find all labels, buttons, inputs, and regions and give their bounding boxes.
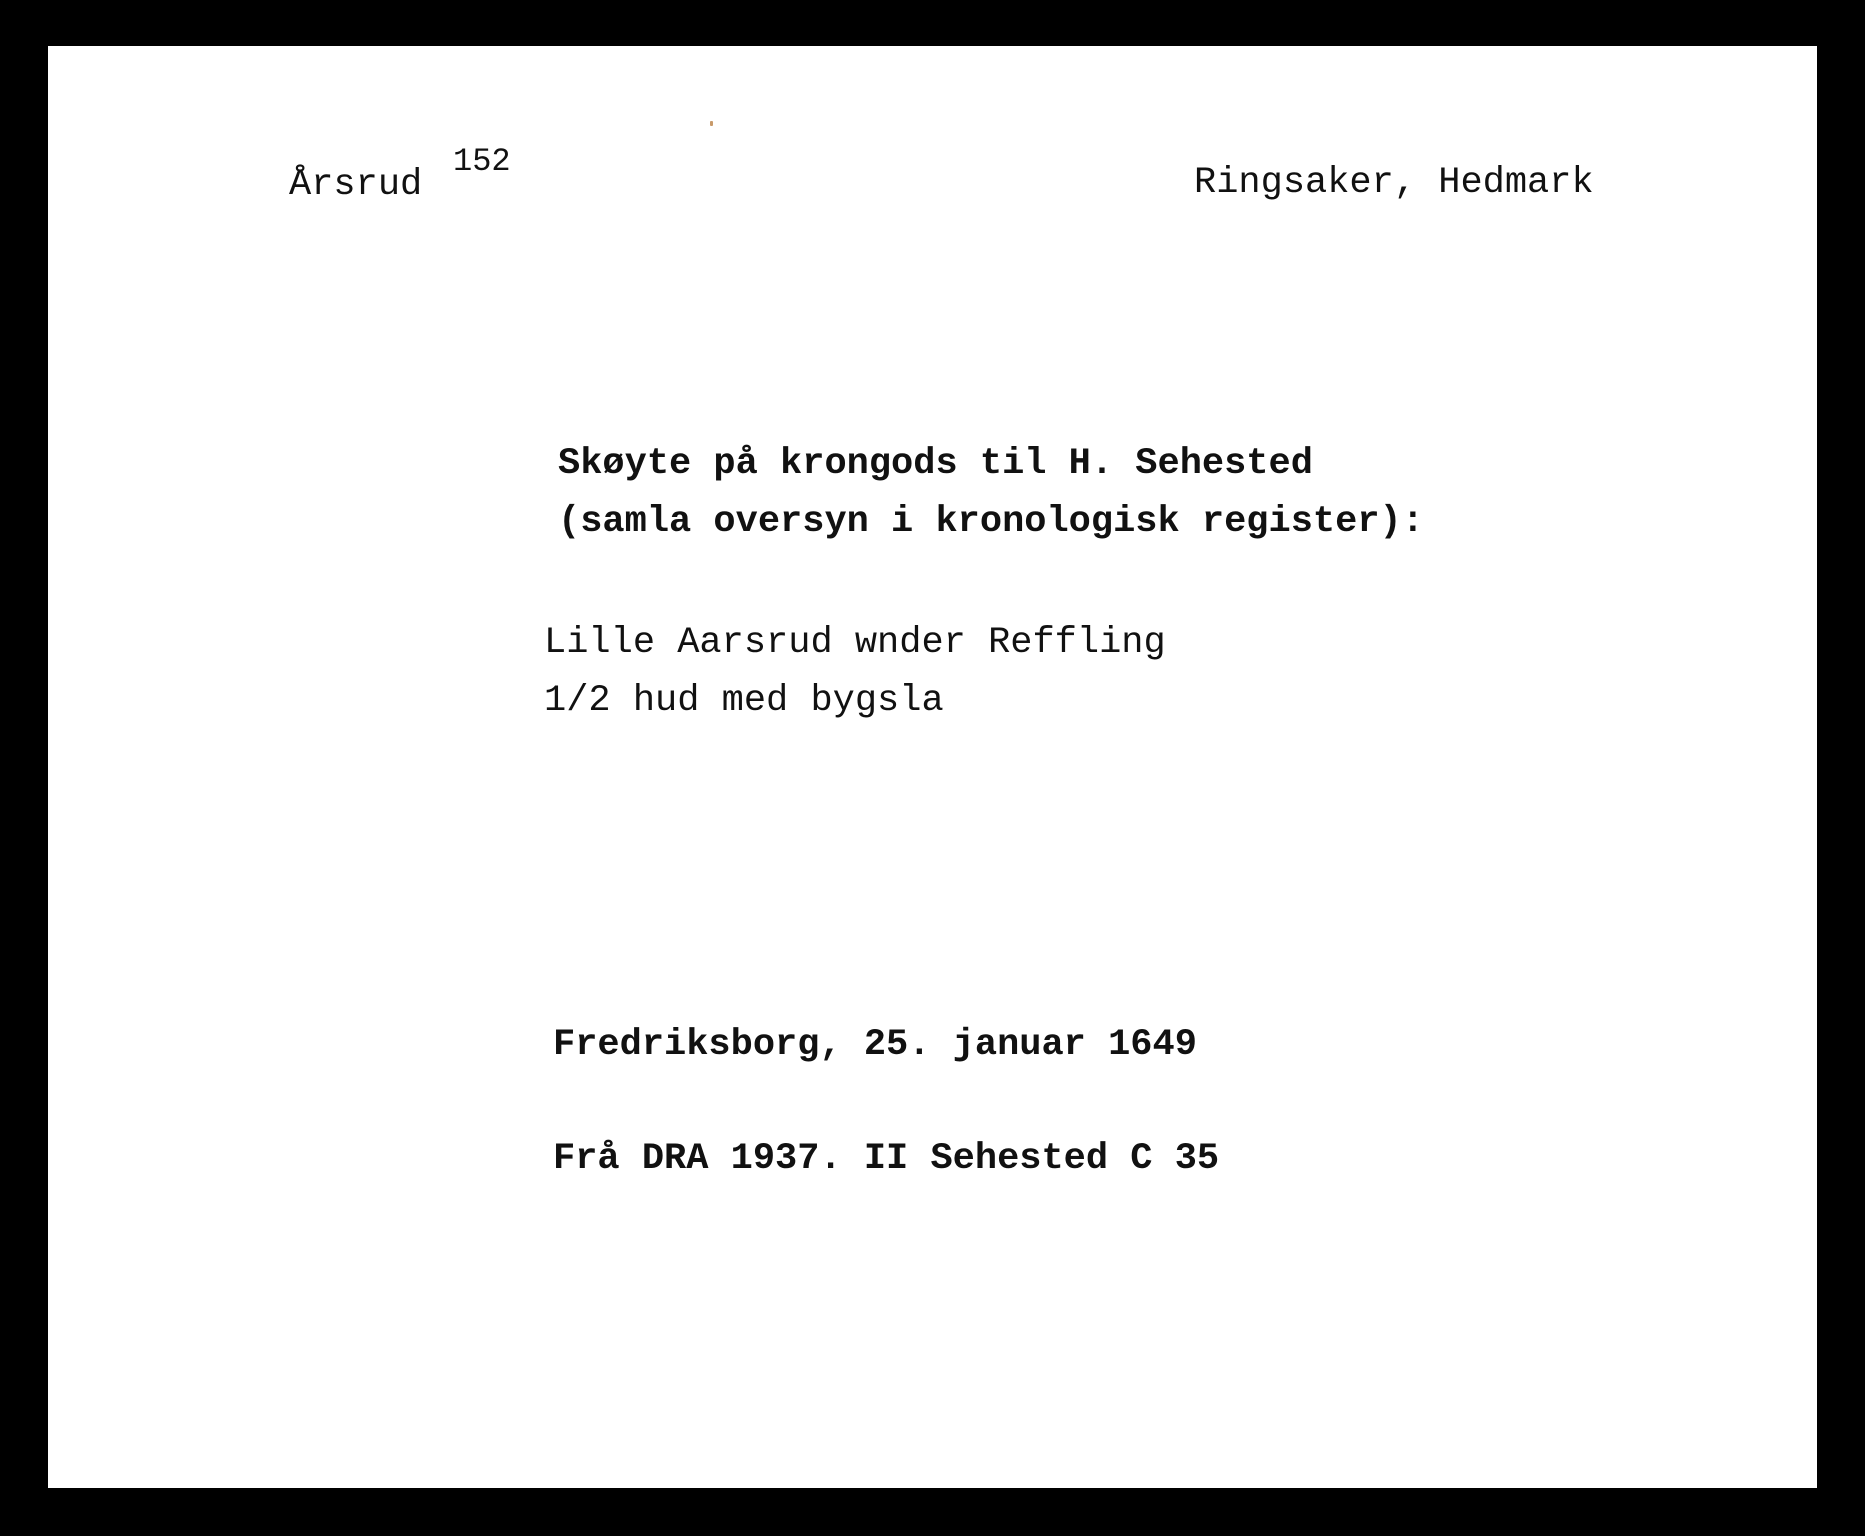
heading-line-2: (samla oversyn i kronologisk register): (558, 501, 1424, 543)
paper-speck (710, 121, 713, 126)
place-name: Årsrud (289, 164, 423, 206)
entry-line-2: 1/2 hud med bygsla (544, 680, 944, 722)
source-line: Frå DRA 1937. II Sehested C 35 (553, 1138, 1220, 1180)
date-line: Fredriksborg, 25. januar 1649 (553, 1024, 1197, 1066)
location: Ringsaker, Hedmark (1194, 162, 1594, 204)
index-card (48, 46, 1817, 1488)
heading-line-1: Skøyte på krongods til H. Sehested (558, 443, 1313, 485)
card-number: 152 (453, 143, 511, 180)
entry-line-1: Lille Aarsrud wnder Reffling (544, 622, 1166, 664)
